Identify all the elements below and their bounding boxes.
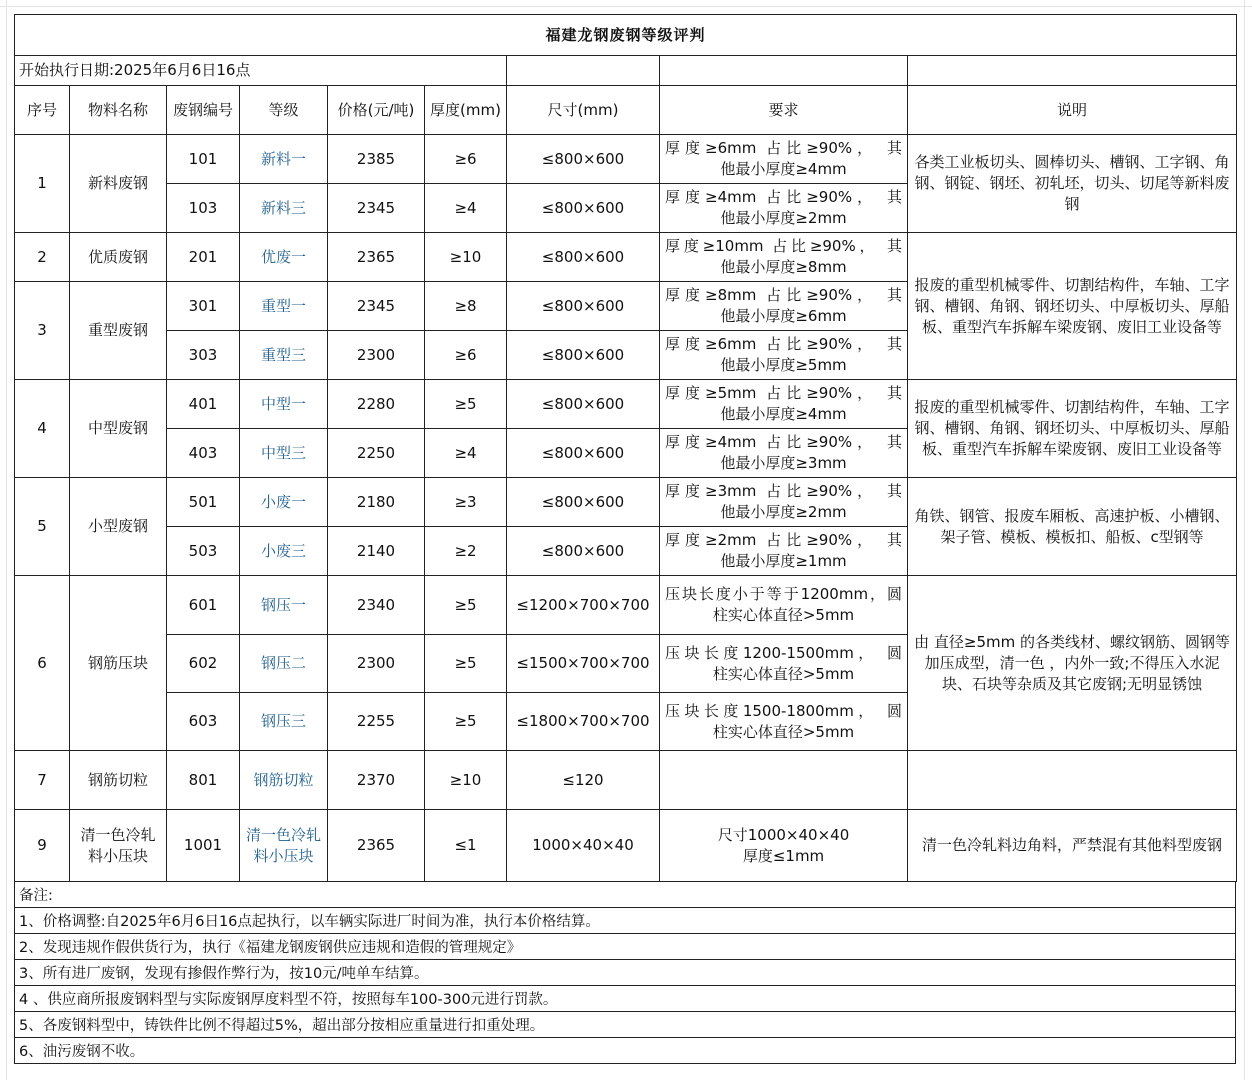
note-item: 4 、供应商所报废钢料型与实际废钢厚度料型不符，按照每车100-300元进行罚款。 <box>15 986 1236 1012</box>
requirement-line: 他最小厚度≥4mm <box>720 405 847 423</box>
size-cell: 1000×40×40 <box>507 810 660 882</box>
thickness-cell: ≥5 <box>425 576 507 635</box>
requirement-cell <box>660 751 908 810</box>
code-cell: 801 <box>167 751 240 810</box>
header-price: 价格(元/吨) <box>328 86 425 135</box>
sheet-title: 福建龙钢废钢等级评判 <box>15 15 1237 56</box>
grade-cell: 新料三 <box>240 184 328 233</box>
notes-heading: 备注: <box>15 882 1236 908</box>
description-cell: 角铁、钢管、报废车厢板、高速护板、小槽钢、架子管、模板、模板扣、船板、c型钢等 <box>908 478 1237 576</box>
size-cell: ≤800×600 <box>507 184 660 233</box>
size-cell: ≤800×600 <box>507 527 660 576</box>
code-cell: 603 <box>167 693 240 751</box>
price-cell: 2140 <box>328 527 425 576</box>
thickness-cell: ≥2 <box>425 527 507 576</box>
code-cell: 101 <box>167 135 240 184</box>
table-row <box>15 478 1237 527</box>
header-material: 物料名称 <box>70 86 167 135</box>
code-cell: 1001 <box>167 810 240 882</box>
requirement-line: 厚度≥2mm 占比≥90%， 其 <box>665 531 902 549</box>
requirement-cell <box>660 429 908 478</box>
requirement-line: 厚度≥4mm 占比≥90%， 其 <box>665 433 902 451</box>
price-cell: 2300 <box>328 331 425 380</box>
requirement-cell <box>660 184 908 233</box>
size-cell: ≤1500×700×700 <box>507 635 660 693</box>
grade-cell: 小废一 <box>240 478 328 527</box>
note-item: 6、油污废钢不收。 <box>15 1038 1236 1064</box>
table-row <box>15 576 1237 635</box>
grade-cell: 优废一 <box>240 233 328 282</box>
code-cell: 103 <box>167 184 240 233</box>
table-row <box>15 751 1237 810</box>
requirement-line: 他最小厚度≥4mm <box>720 160 847 178</box>
grade-cell: 钢压二 <box>240 635 328 693</box>
requirement-line: 压块长度小于等于1200mm，圆 <box>665 585 902 603</box>
code-cell: 501 <box>167 478 240 527</box>
price-cell: 2345 <box>328 184 425 233</box>
requirement-cell <box>660 331 908 380</box>
requirement-cell <box>660 478 908 527</box>
requirement-cell <box>660 693 908 751</box>
thickness-cell: ≥4 <box>425 184 507 233</box>
note-item: 2、发现违规作假供货行为，执行《福建龙钢废钢供应违规和造假的管理规定》 <box>15 934 1236 960</box>
thickness-cell: ≥5 <box>425 693 507 751</box>
group-seq: 3 <box>15 282 70 380</box>
requirement-line: 他最小厚度≥5mm <box>720 356 847 374</box>
size-cell: ≤800×600 <box>507 429 660 478</box>
size-cell: ≤800×600 <box>507 282 660 331</box>
description-cell: 清一色冷轧料边角料，严禁混有其他料型废钢 <box>908 810 1237 882</box>
requirement-line: 厚度≥8mm 占比≥90%， 其 <box>665 286 902 304</box>
empty-cell <box>660 56 908 86</box>
requirement-line: 尺寸1000×40×40 <box>717 825 850 844</box>
requirement-line: 他最小厚度≥1mm <box>720 552 847 570</box>
note-item: 1、价格调整:自2025年6月6日16点起执行，以车辆实际进厂时间为准，执行本价格结算。 <box>15 908 1236 934</box>
group-seq: 2 <box>15 233 70 282</box>
requirement-line: 压块长度1500-1800mm， 圆 <box>665 701 902 720</box>
code-cell: 201 <box>167 233 240 282</box>
requirement-line: 厚度≤1mm <box>742 846 825 865</box>
requirement-cell <box>660 810 908 882</box>
price-cell: 2370 <box>328 751 425 810</box>
requirement-cell <box>660 380 908 429</box>
header-row <box>15 86 1237 135</box>
group-material: 清一色冷轧料小压块 <box>70 810 167 882</box>
group-seq: 1 <box>15 135 70 233</box>
requirement-line: 厚度≥3mm 占比≥90%， 其 <box>665 482 902 500</box>
price-cell: 2340 <box>328 576 425 635</box>
table-row <box>15 135 1237 184</box>
requirement-line: 柱实心体直径>5mm <box>712 664 855 683</box>
requirement-line: 厚度≥10mm 占比≥90%， 其 <box>665 237 902 255</box>
group-material: 优质废钢 <box>70 233 167 282</box>
group-material: 钢筋切粒 <box>70 751 167 810</box>
code-cell: 602 <box>167 635 240 693</box>
price-cell: 2365 <box>328 810 425 882</box>
header-code: 废钢编号 <box>167 86 240 135</box>
header-requirement: 要求 <box>660 86 908 135</box>
requirement-line: 压块长度1200-1500mm， 圆 <box>665 643 902 662</box>
code-cell: 301 <box>167 282 240 331</box>
thickness-cell: ≥6 <box>425 331 507 380</box>
description-cell: 各类工业板切头、圆棒切头、槽钢、工字钢、角钢、钢锭、钢坯、初轧坯，切头、切尾等新料废钢 <box>908 135 1237 233</box>
thickness-cell: ≥8 <box>425 282 507 331</box>
code-cell: 401 <box>167 380 240 429</box>
thickness-cell: ≥6 <box>425 135 507 184</box>
header-grade: 等级 <box>240 86 328 135</box>
group-seq: 6 <box>15 576 70 751</box>
grade-cell: 钢筋切粒 <box>240 751 328 810</box>
price-cell: 2385 <box>328 135 425 184</box>
requirement-cell <box>660 233 908 282</box>
requirement-line: 他最小厚度≥6mm <box>720 307 847 325</box>
grade-cell: 钢压一 <box>240 576 328 635</box>
start-date: 开始执行日期:2025年6月6日16点 <box>15 56 507 86</box>
grade-cell: 重型一 <box>240 282 328 331</box>
group-material: 钢筋压块 <box>70 576 167 751</box>
header-thickness: 厚度(mm) <box>425 86 507 135</box>
group-seq: 5 <box>15 478 70 576</box>
grade-cell: 清一色冷轧料小压块 <box>240 810 328 882</box>
size-cell: ≤800×600 <box>507 478 660 527</box>
size-cell: ≤800×600 <box>507 331 660 380</box>
size-cell: ≤800×600 <box>507 135 660 184</box>
header-size: 尺寸(mm) <box>507 86 660 135</box>
grade-cell: 新料一 <box>240 135 328 184</box>
code-cell: 601 <box>167 576 240 635</box>
grade-cell: 中型一 <box>240 380 328 429</box>
group-material: 中型废钢 <box>70 380 167 478</box>
table-row <box>15 810 1237 882</box>
requirement-line: 厚度≥4mm 占比≥90%， 其 <box>665 188 902 206</box>
size-cell: ≤1200×700×700 <box>507 576 660 635</box>
price-cell: 2180 <box>328 478 425 527</box>
grade-table <box>14 14 1237 882</box>
group-material: 小型废钢 <box>70 478 167 576</box>
requirement-cell <box>660 527 908 576</box>
thickness-cell: ≥5 <box>425 635 507 693</box>
code-cell: 403 <box>167 429 240 478</box>
header-seq: 序号 <box>15 86 70 135</box>
group-seq: 4 <box>15 380 70 478</box>
grade-cell: 小废三 <box>240 527 328 576</box>
description-cell: 由 直径≥5mm 的各类线材、螺纹钢筋、圆钢等加压成型，清一色 ，内外一致;不得压入水泥块、石块等杂质及其它废钢;无明显锈蚀 <box>908 576 1237 751</box>
requirement-line: 他最小厚度≥2mm <box>720 209 847 227</box>
thickness-cell: ≥5 <box>425 380 507 429</box>
table-row <box>15 380 1237 429</box>
price-cell: 2345 <box>328 282 425 331</box>
group-material: 新料废钢 <box>70 135 167 233</box>
grade-cell: 重型三 <box>240 331 328 380</box>
thickness-cell: ≤1 <box>425 810 507 882</box>
group-seq: 9 <box>15 810 70 882</box>
requirement-line: 柱实心体直径>5mm <box>712 606 855 624</box>
thickness-cell: ≥3 <box>425 478 507 527</box>
requirement-line: 他最小厚度≥2mm <box>720 503 847 521</box>
size-cell: ≤1800×700×700 <box>507 693 660 751</box>
note-item: 5、各废钢料型中，铸铁件比例不得超过5%，超出部分按相应重量进行扣重处理。 <box>15 1012 1236 1038</box>
requirement-cell <box>660 135 908 184</box>
requirement-line: 厚度≥5mm 占比≥90%， 其 <box>665 384 902 402</box>
note-item: 3、所有进厂废钢，发现有掺假作弊行为，按10元/吨单车结算。 <box>15 960 1236 986</box>
thickness-cell: ≥10 <box>425 751 507 810</box>
grade-cell: 钢压三 <box>240 693 328 751</box>
requirement-cell <box>660 576 908 635</box>
scrap-grade-sheet <box>14 14 1236 1064</box>
thickness-cell: ≥4 <box>425 429 507 478</box>
size-cell: ≤120 <box>507 751 660 810</box>
requirement-cell <box>660 635 908 693</box>
code-cell: 503 <box>167 527 240 576</box>
empty-cell <box>507 56 660 86</box>
description-cell: 报废的重型机械零件、切割结构件，车轴、工字钢、槽钢、角钢、钢坯切头、中厚板切头、厚船板、重型汽车拆解车梁废钢、废旧工业设备等 <box>908 233 1237 380</box>
price-cell: 2250 <box>328 429 425 478</box>
requirement-cell <box>660 282 908 331</box>
code-cell: 303 <box>167 331 240 380</box>
description-cell <box>908 751 1237 810</box>
header-description: 说明 <box>908 86 1237 135</box>
empty-cell <box>908 56 1237 86</box>
price-cell: 2300 <box>328 635 425 693</box>
requirement-line: 厚度≥6mm 占比≥90%， 其 <box>665 139 902 157</box>
grade-cell: 中型三 <box>240 429 328 478</box>
table-row <box>15 233 1237 282</box>
group-material: 重型废钢 <box>70 282 167 380</box>
group-seq: 7 <box>15 751 70 810</box>
price-cell: 2255 <box>328 693 425 751</box>
size-cell: ≤800×600 <box>507 233 660 282</box>
thickness-cell: ≥10 <box>425 233 507 282</box>
description-cell: 报废的重型机械零件、切割结构件，车轴、工字钢、槽钢、角钢、钢坯切头、中厚板切头、厚船板、重型汽车拆解车梁废钢、废旧工业设备等 <box>908 380 1237 478</box>
notes-table <box>14 881 1236 1064</box>
requirement-line: 他最小厚度≥3mm <box>720 454 847 472</box>
size-cell: ≤800×600 <box>507 380 660 429</box>
price-cell: 2365 <box>328 233 425 282</box>
price-cell: 2280 <box>328 380 425 429</box>
requirement-line: 柱实心体直径>5mm <box>712 722 855 741</box>
requirement-line: 他最小厚度≥8mm <box>720 258 847 276</box>
requirement-line: 厚度≥6mm 占比≥90%， 其 <box>665 335 902 353</box>
